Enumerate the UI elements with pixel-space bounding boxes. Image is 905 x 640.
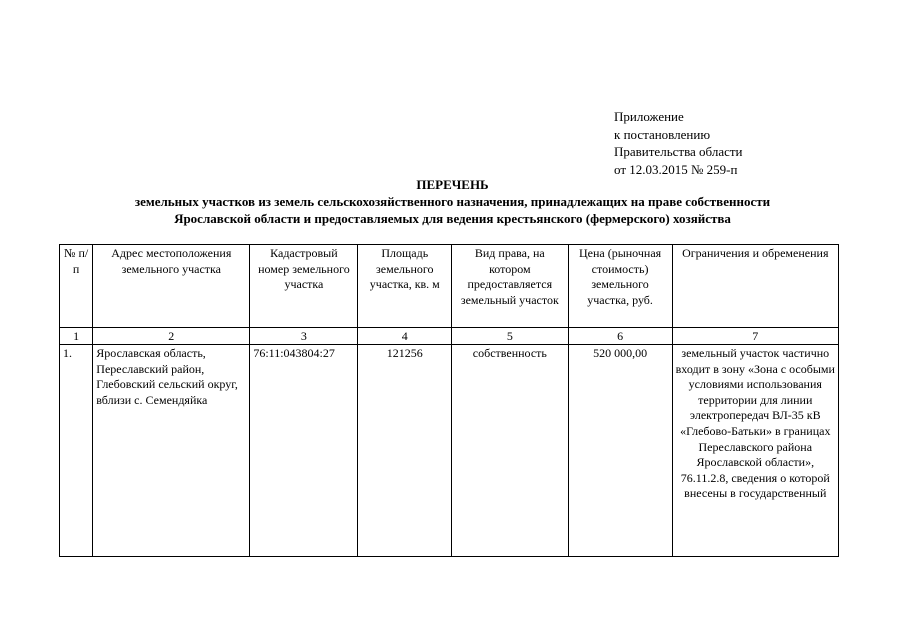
header-cell-restrictions: Ограничения и обременения bbox=[672, 245, 838, 328]
column-number: 5 bbox=[452, 328, 568, 345]
cell-right: собственность bbox=[452, 345, 568, 557]
document-subtitle-line-1: земельных участков из земель сельскохозяйственного назначения, принадлежащих на праве собственности bbox=[134, 194, 771, 209]
column-number: 3 bbox=[250, 328, 358, 345]
column-number: 2 bbox=[93, 328, 250, 345]
cell-price: 520 000,00 bbox=[568, 345, 672, 557]
header-cell-price: Цена (рыночная стоимость) земельного участка, руб. bbox=[568, 245, 672, 328]
cell-restrictions: земельный участок частично входит в зону «Зона с особыми условиями использования территории для линии электропередач ВЛ-35 кВ «Глебово-Батьки» в границах Переславского района Ярославской области», 76.11.2.8, сведения о которой внесены в государственный bbox=[672, 345, 838, 557]
appendix-line: Приложение bbox=[614, 109, 684, 124]
header-cell-cadastral: Кадастровый номер земельного участка bbox=[250, 245, 358, 328]
column-number: 7 bbox=[672, 328, 838, 345]
appendix-block bbox=[614, 108, 743, 178]
appendix-line: Правительства области bbox=[614, 144, 743, 159]
appendix-line: от 12.03.2015 № 259-п bbox=[614, 161, 738, 177]
header-cell-area: Площадь земельного участка, кв. м bbox=[358, 245, 452, 328]
document-title: ПЕРЕЧЕНЬ bbox=[416, 177, 489, 192]
header-cell-address: Адрес местоположения земельного участка bbox=[93, 245, 250, 328]
column-number-row bbox=[60, 328, 839, 345]
cell-address: Ярославская область, Переславский район, Глебовский сельский округ, вблизи с. Семендяйка bbox=[93, 345, 250, 557]
land-plots-table bbox=[59, 244, 839, 557]
document-subtitle-line-2: Ярославской области и предоставляемых для ведения крестьянского (фермерского) хозяйства bbox=[174, 211, 731, 226]
cell-area: 121256 bbox=[358, 345, 452, 557]
table-row bbox=[60, 345, 839, 557]
column-number: 6 bbox=[568, 328, 672, 345]
column-number: 4 bbox=[358, 328, 452, 345]
appendix-line: к постановлению bbox=[614, 126, 711, 142]
column-number: 1 bbox=[60, 328, 93, 345]
header-cell-number: № п/п bbox=[60, 245, 93, 328]
header-cell-right: Вид права, на котором предоставляется земельный участок bbox=[452, 245, 568, 328]
table-header-row bbox=[60, 245, 839, 328]
cell-cadastral: 76:11:043804:27 bbox=[250, 345, 358, 557]
cell-index: 1. bbox=[60, 345, 93, 557]
